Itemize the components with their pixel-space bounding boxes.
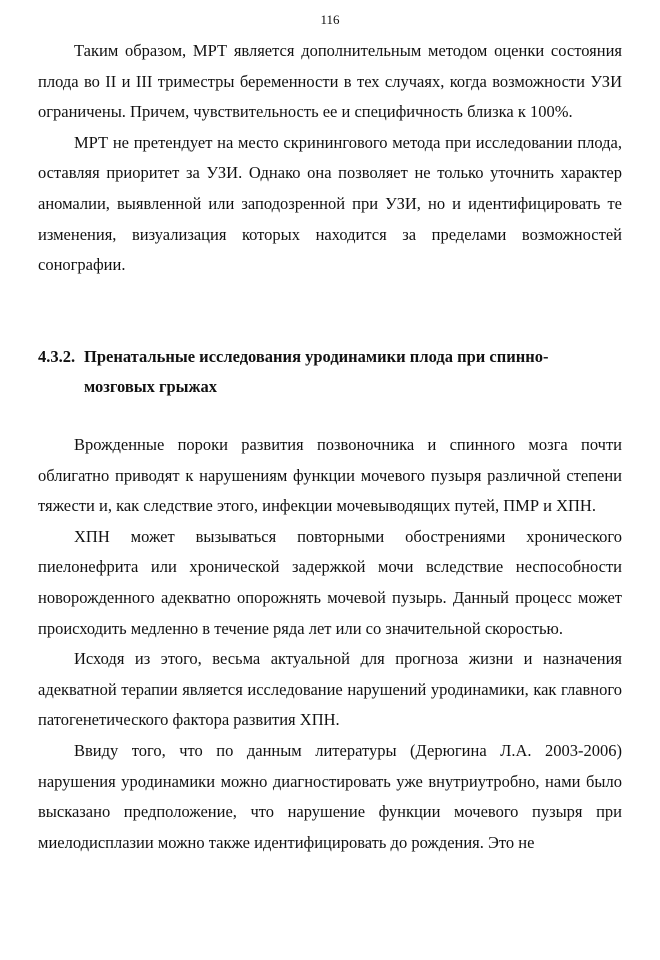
paragraph-congenital-defects: Врожденные пороки развития позвоночника и спинного мозга почти облигатно приводят к нарушениям функции мочевого пузыря различной степени тяжести и, как следствие этого, инфекции мочевыводящих путей, ПМР и ХПН. bbox=[38, 435, 622, 516]
paragraph-literature-hypothesis: Ввиду того, что по данным литературы (Дерюгина Л.А. 2003-2006) нарушения уродинамики можно диагностировать уже внутриутробно, нами было высказано предположение, что нарушение функции мочевого пузыря при миелодисплазии можно также идентифицировать до рождения. Это не bbox=[38, 740, 622, 852]
section-title-line-2: мозговых грыжах bbox=[84, 377, 218, 396]
body-text-before-heading bbox=[38, 36, 622, 281]
section-title-line-1: Пренатальные исследования уродинамики плода при спинно- bbox=[84, 347, 549, 366]
paragraph-mri-role: МРТ не претендует на место скринингового метода при исследовании плода, оставляя приоритет за УЗИ. Однако она позволяет не только уточнить характер аномалии, выявленной или заподозренной при УЗИ, но и идентифицировать те изменения, визуализация которых находится за пределами возможностей сонографии. bbox=[38, 132, 622, 275]
page-number: 116 bbox=[320, 12, 340, 27]
body-text-after-heading bbox=[38, 430, 622, 858]
paragraph-urodynamics-relevance: Исходя из этого, весьма актуальной для прогноза жизни и назначения адекватной терапии является исследование нарушений уродинамики, как главного патогенетического фактора развития ХПН. bbox=[38, 649, 622, 730]
paragraph-mri-summary: Таким образом, МРТ является дополнительным методом оценки состояния плода во II и III триместры беременности в тех случаях, когда возможности УЗИ ограничены. Причем, чувствительность ее и специфичность близка к 100%. bbox=[38, 41, 622, 122]
paragraph-chronic-renal-failure: ХПН может вызываться повторными обострениями хронического пиелонефрита или хронической задержкой мочи вследствие неспособности новорожденного адекватно опорожнять мочевой пузырь. Данный процесс может происходить медленно в течение ряда лет или со значительной скоростью. bbox=[38, 526, 622, 638]
section-heading bbox=[38, 342, 622, 402]
section-number: 4.3.2. bbox=[38, 347, 76, 366]
